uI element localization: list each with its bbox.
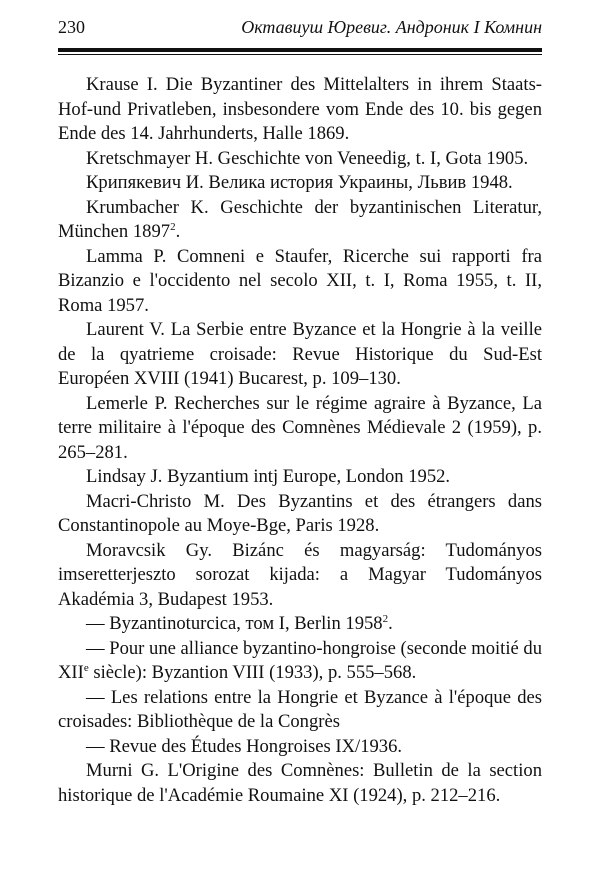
bibliography-list xyxy=(58,73,542,808)
bibliography-entry: Murni G. L'Origine des Comnènes: Bulletin de la section historique de l'Académie Roumaine XI (1924), p. 212–216. xyxy=(58,760,542,806)
bibliography-entry: Крипякевич И. Велика история Украины, Львив 1948. xyxy=(86,172,513,193)
superscript-edition: 2 xyxy=(382,612,389,625)
header-rule-thick xyxy=(58,48,542,52)
bibliography-entry: — Les relations entre la Hongrie et Byzance à l'époque des croisades: Bibliothèque de la Congrès xyxy=(58,686,542,732)
bibliography-entry: Krumbacher K. Geschichte der byzantinischen Literatur, München 1897$^2$. xyxy=(58,196,542,242)
bibliography-entry: — Pour une alliance byzantino-hongroise (seconde moitié du XIIe siècle): Byzantion VIII (1933), p. 555–568. xyxy=(58,637,542,683)
book-page xyxy=(58,14,542,808)
running-title: Октавиуш Юревиг. Андроник I Комнин xyxy=(241,17,542,37)
bibliography-entry: Lemerle P. Recherches sur le régime agraire à Byzance, La terre militaire à l'époque des Comnènes Médievale 2 (1959), p. 265–281. xyxy=(58,392,542,463)
bibliography-entry: Lamma P. Comneni e Staufer, Ricerche sui rapporti fra Bizanzio e l'occidento nel secolo XII, t. I, Roma 1955, t. II, Roma 1957. xyxy=(58,245,542,316)
bibliography-entry: Laurent V. La Serbie entre Byzance et la Hongrie à la veille de la qyatrieme croisade: Revue Historique du Sud-Est Européen XVIII (1941) Bucarest, p. 109–130. xyxy=(58,319,542,389)
superscript-edition: 2 xyxy=(170,220,176,233)
bibliography-entry: Moravcsik Gy. Bizánc és magyarság: Tudományos imseretterjeszto sorozat kijada: a Magyar Tudományos Akadémia 3, Budapest 1953. xyxy=(58,539,542,610)
bibliography-entry: Lindsay J. Byzantium intj Europe, London 1952. xyxy=(86,466,451,487)
bibliography-entry: — Revue des Études Hongroises IX/1936. xyxy=(86,735,403,757)
bibliography-entry: — Byzantinoturcica, том I, Berlin 1958$^2$. xyxy=(86,612,393,634)
bibliography-entry: Krause I. Die Byzantiner des Mittelalters in ihrem Staats-Hof-und Privatleben, insbesondere vom Ende des 10. bis gegen Ende des 14. Jahrhunderts, Halle 1869. xyxy=(58,74,542,144)
superscript-century: e xyxy=(83,661,89,674)
page-header xyxy=(58,14,542,40)
bibliography-entry: Macri-Christo M. Des Byzantins et des étrangers dans Constantinopole au Moye-Bge, Paris 1928. xyxy=(58,490,542,536)
bibliography-entry: Kretschmayer H. Geschichte von Veneedig, t. I, Gota 1905. xyxy=(86,147,529,169)
header-rule-thin xyxy=(58,54,542,55)
page-number: 230 xyxy=(58,17,85,37)
